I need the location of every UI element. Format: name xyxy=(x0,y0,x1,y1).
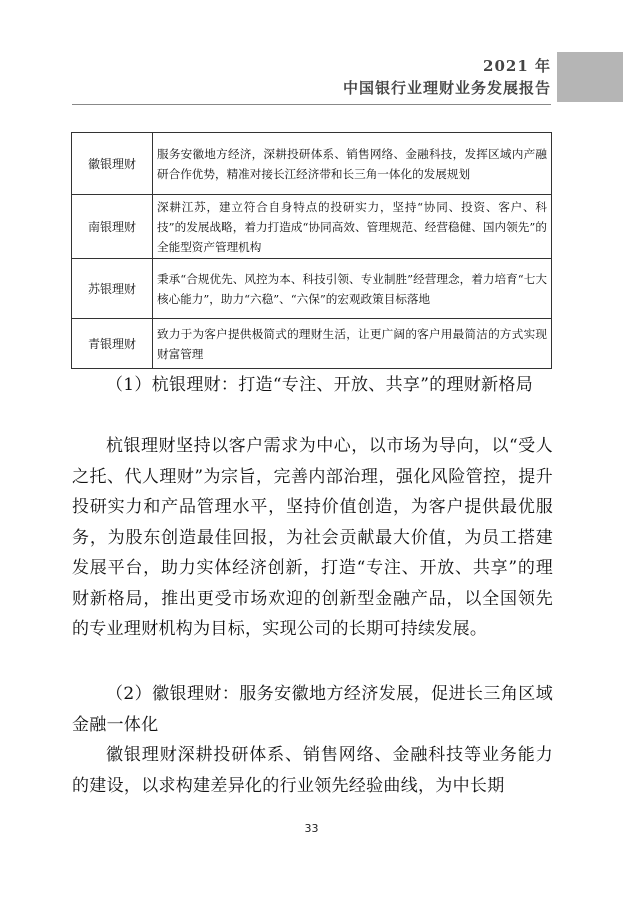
header-divider xyxy=(72,104,551,105)
section-heading: （1）杭银理财：打造“专注、开放、共享”的理财新格局 xyxy=(106,375,533,395)
report-title: 中国银行业理财业务发展报告 xyxy=(342,79,551,97)
table-row xyxy=(72,319,552,369)
section-paragraph: 徽银理财深耕投研体系、销售网络、金融科技等业务能力的建设，以求构建差异化的行业领先经验曲线，为中长期 xyxy=(72,745,553,796)
table-row xyxy=(72,195,552,259)
bank-desc-cell: 秉承“合规优先、风控为本、科技引领、专业制胜”经营理念，着力培育“七大核心能力”，助力“六稳”、“六保”的宏观政策目标落地 xyxy=(153,259,552,319)
bank-desc-cell: 服务安徽地方经济，深耕投研体系、销售网络、金融科技，发挥区域内产融研合作优势，精准对接长江经济带和长三角一体化的发展规划 xyxy=(153,133,552,195)
bank-desc-cell: 深耕江苏，建立符合自身特点的投研实力，坚持“协同、投资、客户、科技”的发展战略，着力打造成“协同高效、管理规范、经营稳健、国内领先”的全能型资产管理机构 xyxy=(153,195,552,259)
bank-name-cell: 南银理财 xyxy=(72,195,153,259)
page-number: 33 xyxy=(304,822,319,835)
bank-wealth-table xyxy=(71,132,552,369)
table-row xyxy=(72,133,552,195)
report-year: 2021 年 xyxy=(483,57,551,75)
bank-desc-cell: 致力于为客户提供极简式的理财生活，让更广阔的客户用最简洁的方式实现财富管理 xyxy=(153,319,552,369)
header-tab-block xyxy=(557,52,623,102)
section-paragraph: 杭银理财坚持以客户需求为中心，以市场为导向，以“受人之托、代人理财”为宗旨，完善内部治理，强化风险管控，提升投研实力和产品管理水平，坚持价值创造，为客户提供最优服务，为股东创造最佳回报，为社会贡献最大价值，为员工搭建发展平台，助力实体经济创新，打造“专注、开放、共享”的理财新格局，推出更受市场欢迎的创新型金融产品，以全国领先的专业理财机构为目标，实现公司的长期可持续发展。 xyxy=(72,436,553,639)
bank-name-cell: 青银理财 xyxy=(72,319,153,369)
bank-name-cell: 徽银理财 xyxy=(72,133,153,195)
bank-name-cell: 苏银理财 xyxy=(72,259,153,319)
table-row xyxy=(72,259,552,319)
section-heading: （2）徽银理财：服务安徽地方经济发展，促进长三角区域金融一体化 xyxy=(72,684,553,735)
